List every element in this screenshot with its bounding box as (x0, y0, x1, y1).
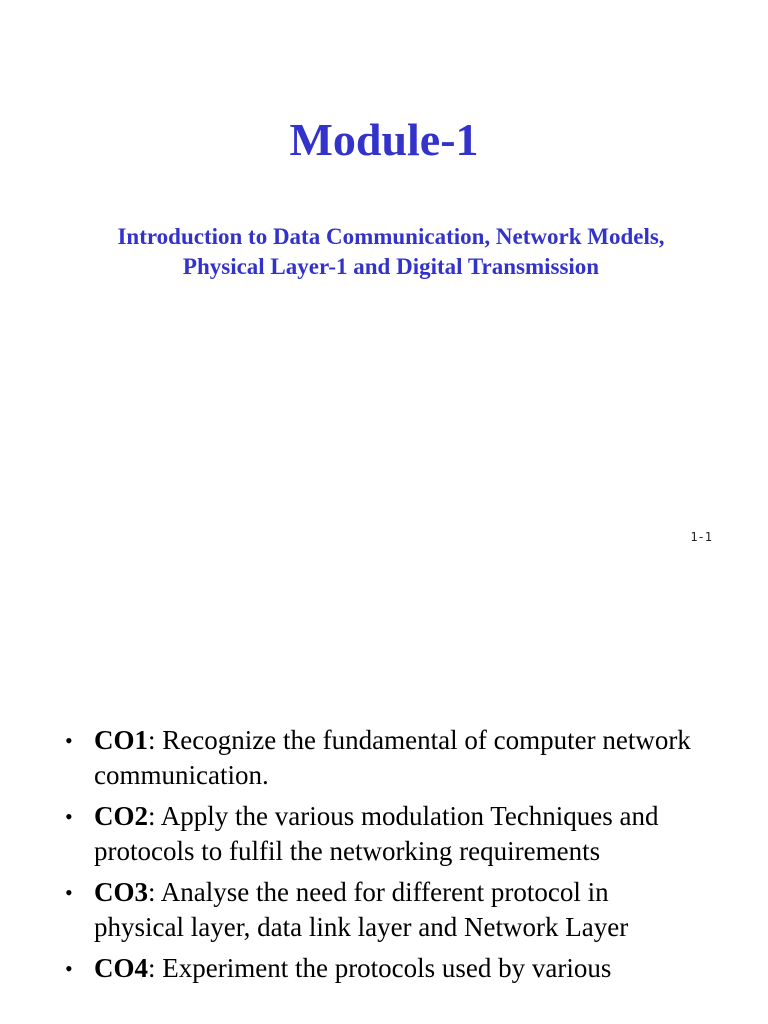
course-outcomes-list (62, 723, 702, 992)
outcome-text: : Apply the various modulation Techniques and protocols to fulfil the networking requirements (94, 801, 659, 866)
course-outcome-item (62, 875, 702, 945)
outcome-text: : Experiment the protocols used by various (148, 953, 612, 983)
bullet-icon: • (65, 804, 73, 829)
subtitle-line-2: Physical Layer-1 and Digital Transmission (182, 254, 600, 279)
course-outcome-item (62, 951, 702, 986)
slide-title: Module-1 (289, 114, 479, 165)
subtitle-line-1: Introduction to Data Communication, Network Models, (117, 224, 665, 249)
course-outcome-item (62, 723, 702, 793)
bullet-icon: • (65, 956, 73, 981)
slide-course-outcomes (0, 575, 768, 1024)
outcome-code: CO1 (94, 725, 148, 755)
outcome-code: CO3 (94, 877, 148, 907)
bullet-icon: • (65, 880, 73, 905)
outcome-code: CO2 (94, 801, 148, 831)
outcome-text: : Recognize the fundamental of computer network communication. (94, 725, 691, 790)
outcome-text: : Analyse the need for different protocol in physical layer, data link layer and Network Layer (94, 877, 629, 942)
course-outcome-item (62, 799, 702, 869)
outcome-code: CO4 (94, 953, 148, 983)
slide-subtitle (60, 222, 722, 282)
bullet-icon: • (65, 728, 73, 753)
slide-page-number: 1-1 (690, 530, 712, 544)
